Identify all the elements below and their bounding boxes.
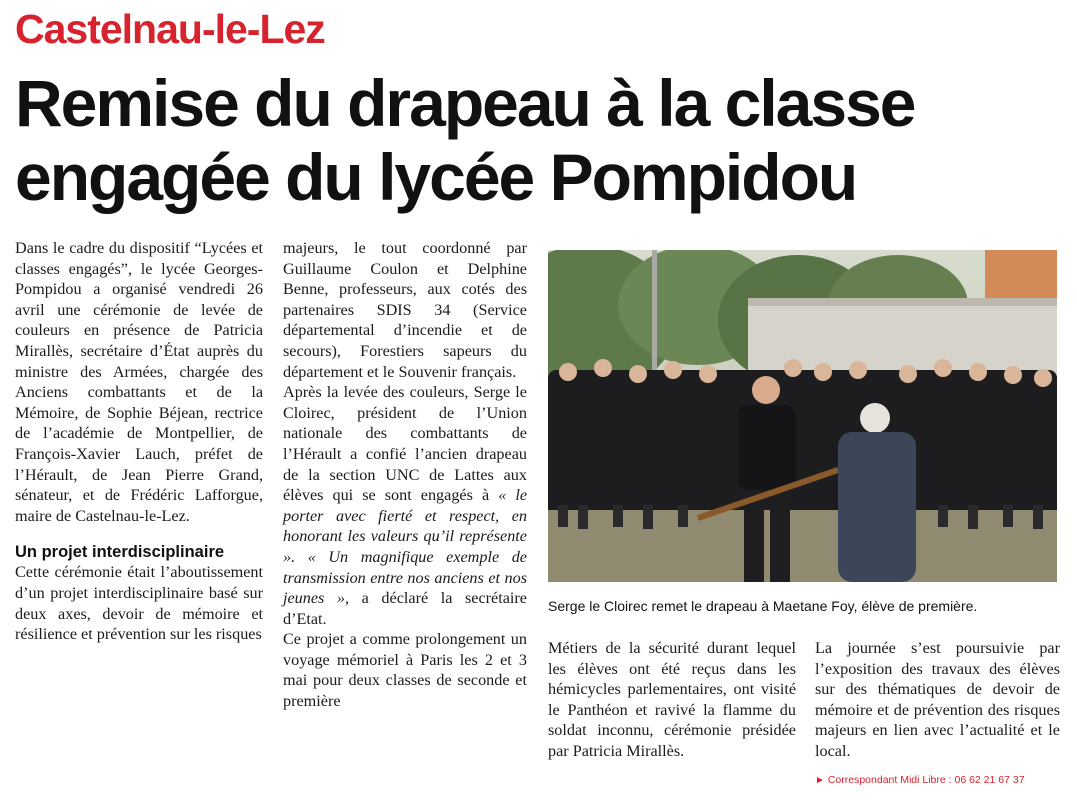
article-column-2	[283, 238, 527, 712]
paragraph: La journée s’est poursuivie par l’exposition des travaux des élèves sur des thématiques de devoir de mémoire et de prévention des risques majeurs en lien avec l’actualité et le local.	[815, 639, 1060, 760]
photo-caption: Serge le Cloirec remet le drapeau à Maetane Foy, élève de première.	[548, 598, 978, 614]
paragraph: Dans le cadre du dispositif “Lycées et classes engagés”, le lycée Georges-Pompidou a organisé vendredi 26 avril une cérémonie de levée de couleurs en présence de Patricia Mirallès, secrétaire d’État auprès du ministre des Armées, chargée des Anciens combattants et de la Mémoire, de Sophie Béjean, rectrice de l’académie de Montpellier, de François-Xavier Lauch, préfet de l’Hérault, de Jean Pierre Grand, sénateur, et de Frédéric Lafforgue, maire de Castelnau-le-Lez.	[15, 239, 263, 525]
ceremony-photo-illustration	[548, 250, 1057, 582]
headline	[15, 66, 1065, 214]
author-credit	[815, 774, 1025, 786]
section-kicker: Castelnau-le-Lez	[15, 6, 325, 52]
triangle-right-icon: ►	[815, 775, 825, 786]
paragraph-text: Après la levée des couleurs, Serge le Cloirec, président de l’Union nationale des combattants de l’Hérault a confié l’ancien drapeau de la section UNC de Lattes aux élèves qui se sont engagés à	[283, 383, 527, 505]
headline-line-2: engagée du lycée Pompidou	[15, 140, 857, 214]
paragraph-text: , a déclaré la secrétaire d’Etat.	[283, 589, 527, 628]
paragraph: Cette cérémonie était l’aboutissement d’un projet interdisciplinaire basé sur deux axes, devoir de mémoire et résilience et prévention sur les risques	[15, 563, 263, 644]
paragraph	[283, 382, 527, 629]
quote-text: « le porter avec fierté et respect, en honorant les valeurs qu’il représente ». « Un magnifique exemple de transmission entre nos anciens et nos jeunes »	[283, 486, 528, 608]
paragraph: Métiers de la sécurité durant lequel les élèves ont été reçus dans les hémicycles parlementaires, ont visité le Panthéon et ravivé la flamme du soldat inconnu, cérémonie présidée par Patricia Mirallès.	[548, 639, 796, 760]
paragraph: Ce projet a comme prolongement un voyage mémoriel à Paris les 2 et 3 mai pour deux classes de seconde et première	[283, 630, 527, 711]
paragraph: majeurs, le tout coordonné par Guillaume Coulon et Delphine Benne, professeurs, aux cotés des partenaires SDIS 34 (Service départemental d’incendie et de secours), Forestiers sapeurs du département et le Souvenir français.	[283, 239, 527, 381]
article-column-1	[15, 238, 263, 645]
article-column-3	[548, 638, 796, 762]
article-photo	[548, 250, 1057, 582]
headline-line-1: Remise du drapeau à la classe	[15, 66, 915, 140]
credit-label: Correspondant Midi Libre : 06 62 21 67 37	[827, 774, 1025, 786]
subheading: Un projet interdisciplinaire	[15, 543, 225, 562]
article-column-4	[815, 638, 1060, 762]
